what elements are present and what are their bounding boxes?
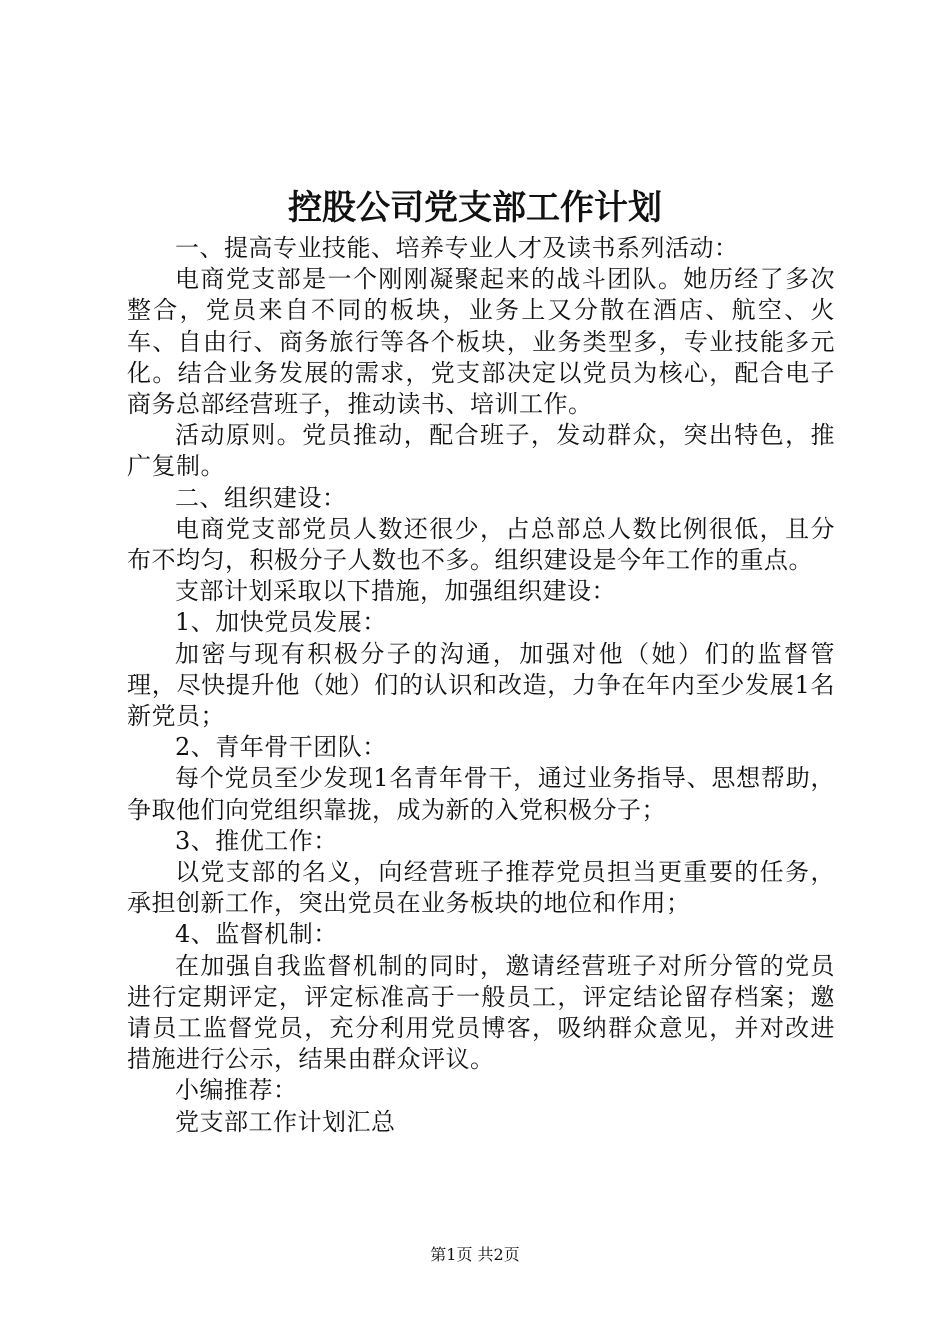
body-paragraph: 每个党员至少发现1名青年骨干，通过业务指导、思想帮助，争取他们向党组织靠拢，成为新的入党积极分子；: [127, 764, 835, 824]
list-heading-1: 1、加快党员发展：: [175, 608, 387, 637]
list-heading-4: 4、监督机制：: [175, 920, 338, 949]
body-paragraph: 在加强自我监督机制的同时，邀请经营班子对所分管的党员进行定期评定，评定标准高于一般员工，评定结论留存档案；邀请员工监督党员，充分利用党员博客，吸纳群众意见，并对改进措施进行公示，结果由群众评议。: [127, 951, 835, 1074]
body-paragraph: 电商党支部是一个刚刚凝聚起来的战斗团队。她历经了多次整合，党员来自不同的板块，业务上又分散在酒店、航空、火车、自由行、商务旅行等各个板块，业务类型多，专业技能多元化。结合业务发展的需求，党支部决定以党员为核心，配合电子商务总部经营班子，推动读书、培训工作。: [127, 265, 835, 419]
list-heading-3: 3、推优工作：: [175, 826, 338, 855]
body-paragraph: 活动原则。党员推动，配合班子，发动群众，突出特色，推广复制。: [127, 421, 835, 481]
document-title: 控股公司党支部工作计划: [288, 188, 662, 228]
body-paragraph: 支部计划采取以下措施，加强组织建设：: [175, 577, 616, 606]
section-heading-2: 二、组织建设：: [175, 483, 347, 512]
body-paragraph: 加密与现有积极分子的沟通，加强对他（她）们的监督管理，尽快提升他（她）们的认识和改造，力争在年内至少发展1名新党员；: [127, 639, 835, 731]
body-paragraph: 电商党支部党员人数还很少，占总部总人数比例很低，且分布不均匀，积极分子人数也不多。组织建设是今年工作的重点。: [127, 514, 835, 575]
recommend-link[interactable]: 党支部工作计划汇总: [175, 1107, 396, 1136]
page-footer: 第1页 共2页: [430, 1245, 520, 1264]
body-paragraph: 以党支部的名义，向经营班子推荐党员担当更重要的任务，承担创新工作，突出党员在业务板块的地位和作用；: [127, 858, 835, 918]
section-heading-1: 一、提高专业技能、培养专业人才及读书系列活动：: [175, 234, 739, 262]
recommend-label: 小编推荐：: [175, 1076, 298, 1105]
list-heading-2: 2、青年骨干团队：: [175, 733, 387, 762]
document-body: [127, 233, 835, 1138]
